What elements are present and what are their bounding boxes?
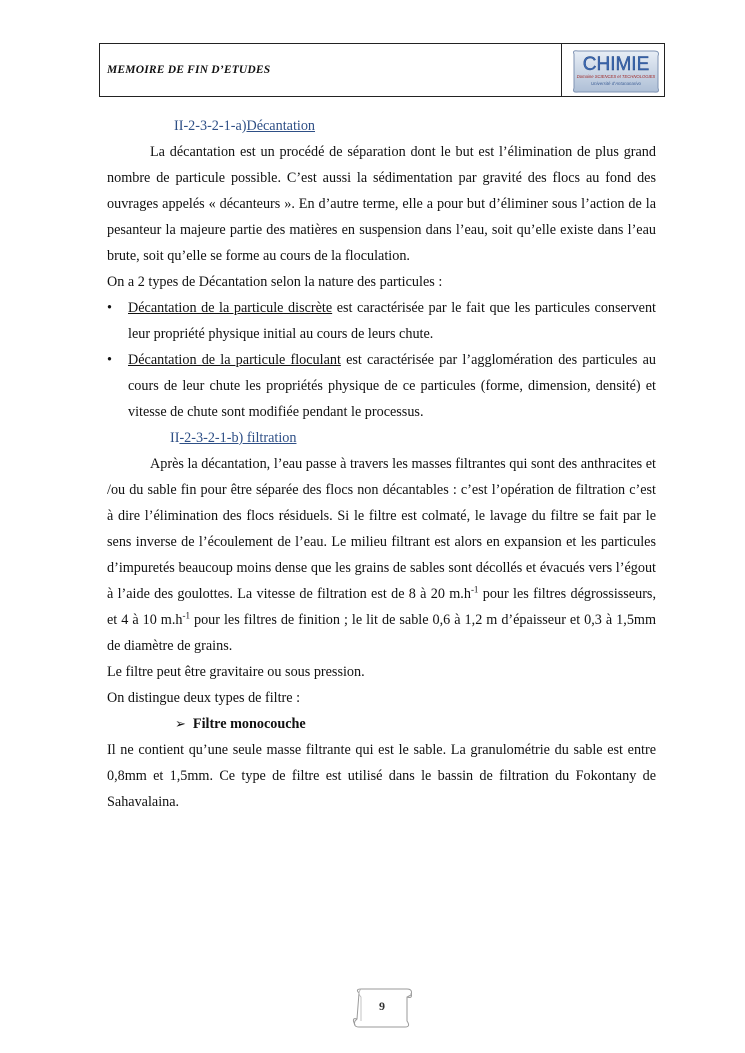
page-number: 9 xyxy=(379,999,385,1013)
page-content xyxy=(107,113,656,815)
heading-filtration xyxy=(107,425,656,451)
arrow-bullet-icon: ➢ xyxy=(175,716,186,731)
bullet-icon: • xyxy=(107,352,112,368)
heading-number: II-2-3-2-1-a) xyxy=(174,118,247,134)
filtration-text-b: pour les filtres dégrossisseurs, et 4 à 10 m.h xyxy=(107,586,656,628)
superscript: -1 xyxy=(182,610,190,621)
page-header xyxy=(99,43,665,97)
list-item-text: est caractérisée par l’agglomération des particules au cours de leur chute les propriétés physique de ce particules (forme, dimension, densité) et vitesse de chute sont modifiée pendant le processus. xyxy=(128,352,656,420)
filtration-text-a: Après la décantation, l’eau passe à travers les masses filtrantes qui sont des anthracites et /ou du sable fin pour être séparée des flocs non décantables : c’est l’opération de filtration c’est à dire l’élimination des flocs résiduels. Si le filtre est colmaté, le lavage du filtre se fait par le sens inverse de l’écoulement de l’eau. Le milieu filtrant est alors en expansion et les particules d’impuretés beaucoup moins dense que les grains de sables sont décollés et évacués vers l’égout à l’aide des goulottes. La vitesse de filtration est de 8 à 20 m.h xyxy=(107,456,656,602)
paragraph-filtration xyxy=(107,451,656,659)
paragraph-decantation: La décantation est un procédé de séparation dont le but est l’élimination de plus grand nombre de particule possible. C’est aussi la sédimentation par gravité des flocs au fond des ouvrages appelés « décanteurs ». En d’autre terme, elle a pour but d’éliminer sous l’action de la pesanteur la majeure partie des matières en suspension dans l’eau, soit qu’elle existe dans l’eau brute, soit qu’elle se forme au cours de la floculation. xyxy=(107,144,656,264)
superscript: -1 xyxy=(470,584,479,595)
paragraph-monocouche: Il ne contient qu’une seule masse filtrante qui est le sable. La granulométrie du sable est entre 0,8mm et 1,5mm. Ce type de filtre est utilisé dans le bassin de filtration du Fokontany de Sahavalaina. xyxy=(107,742,656,810)
chimie-logo xyxy=(568,48,662,94)
heading-title: Décantation xyxy=(246,118,316,134)
heading-title: -2-3-2-1-b) filtration xyxy=(179,430,297,446)
bullet-icon: • xyxy=(107,300,112,316)
decantation-types-list xyxy=(107,295,656,425)
list-item xyxy=(107,295,656,347)
heading-decantation xyxy=(107,113,656,139)
logo-text: CHIMIE xyxy=(582,54,650,75)
list-item-term: Décantation de la particule floculant xyxy=(128,352,341,368)
paragraph-filter-line-2: On distingue deux types de filtre : xyxy=(107,690,301,706)
header-title: MEMOIRE DE FIN D’ETUDES xyxy=(107,64,271,76)
list-item-text: est caractérisée par le fait que les particules conservent leur propriété physique initial au cours de leurs chute. xyxy=(128,300,656,342)
list-item-term: Décantation de la particule discrète xyxy=(128,300,333,316)
paragraph-filter-line-1: Le filtre peut être gravitaire ou sous pression. xyxy=(107,664,365,680)
subheading-title: Filtre monocouche xyxy=(192,716,306,732)
logo-subtitle-1: Domaine SCIENCES et TECHNOLOGIES xyxy=(576,74,656,79)
list-item xyxy=(107,347,656,425)
header-divider xyxy=(561,44,562,96)
filtration-text-c: pour les filtres de finition ; le lit de sable 0,6 à 1,2 m d’épaisseur et 0,3 à 1,5mm de diamètre de grains. xyxy=(107,612,656,654)
paragraph-types-intro: On a 2 types de Décantation selon la nature des particules : xyxy=(107,274,443,290)
heading-number: II xyxy=(170,430,180,446)
subheading-monocouche xyxy=(107,711,656,737)
logo-subtitle-2: Université d’Antananarivo xyxy=(590,81,642,86)
page-number-scroll xyxy=(349,985,415,1031)
